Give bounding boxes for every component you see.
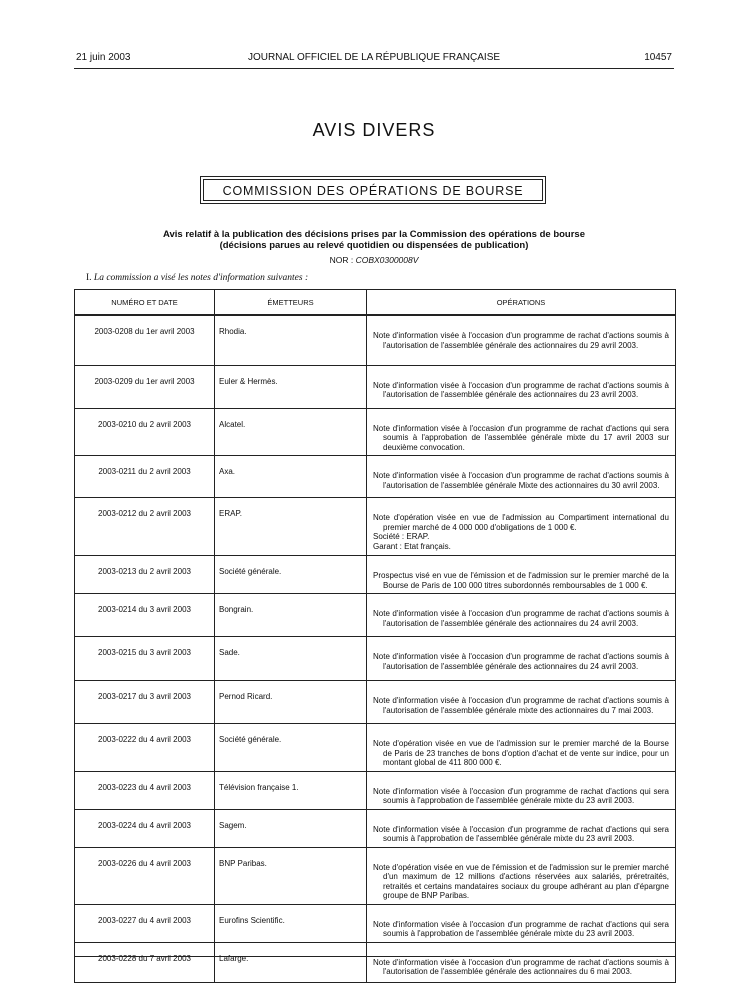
operations-table xyxy=(74,289,676,983)
row-operation xyxy=(367,594,676,637)
table-bottom-rule xyxy=(74,956,675,957)
row-operation-text: Note d'information visée à l'occasion d'un programme de rachat d'actions soumis à l'autorisation de l'assemblée générale mixte des actionnaires du 7 mai 2003. xyxy=(373,696,669,715)
nor-reference xyxy=(0,255,748,265)
row-operation-text: Note d'information visée à l'occasion d'un programme de rachat d'actions qui sera soumis à l'approbation de l'assemblée générale mixte du 23 avril 2003. xyxy=(373,824,669,843)
column-header-operations: OPÉRATIONS xyxy=(367,290,676,316)
table-row xyxy=(75,408,676,456)
row-operation xyxy=(367,809,676,847)
row-operation xyxy=(367,724,676,772)
table-row xyxy=(75,365,676,408)
row-operation-text: Note d'opération visée en vue de l'admission sur le premier marché de la Bourse de Paris de 23 tranches de bons d'option d'achat et de vente sur indice, pour un montant global de 411 800 000 €. xyxy=(373,739,669,767)
commission-box xyxy=(200,176,546,204)
commission-title: COMMISSION DES OPÉRATIONS DE BOURSE xyxy=(203,179,543,201)
table-row xyxy=(75,942,676,982)
row-number-date: 2003-0213 du 2 avril 2003 xyxy=(75,556,215,594)
row-number-date: 2003-0222 du 4 avril 2003 xyxy=(75,724,215,772)
row-issuer: BNP Paribas. xyxy=(215,847,367,904)
row-operation-text: Note d'information visée à l'occasion d'un programme de rachat d'actions soumis à l'autorisation de l'assemblée générale des actionnaires du 23 avril 2003. xyxy=(373,380,669,399)
row-issuer: Société générale. xyxy=(215,724,367,772)
row-number-date: 2003-0223 du 4 avril 2003 xyxy=(75,771,215,809)
column-header-issuers: ÉMETTEURS xyxy=(215,290,367,316)
row-number-date: 2003-0212 du 2 avril 2003 xyxy=(75,498,215,556)
row-operation-text: Note d'information visée à l'occasion d'un programme de rachat d'actions soumis à l'autorisation de l'assemblée générale des actionnaires du 24 avril 2003. xyxy=(373,609,669,628)
row-number-date: 2003-0210 du 2 avril 2003 xyxy=(75,408,215,456)
column-header-number-date: NUMÉRO ET DATE xyxy=(75,290,215,316)
row-number-date: 2003-0224 du 4 avril 2003 xyxy=(75,809,215,847)
row-operation-text: Prospectus visé en vue de l'émission et de l'admission sur le premier marché de la Bourse de Paris de 100 000 titres subordonnés remboursables de 1 000 €. xyxy=(373,571,669,590)
table-row xyxy=(75,594,676,637)
row-issuer: Rhodia. xyxy=(215,315,367,365)
row-operation xyxy=(367,456,676,498)
intro-text: La commission a visé les notes d'information suivantes : xyxy=(93,273,309,283)
row-number-date: 2003-0209 du 1er avril 2003 xyxy=(75,365,215,408)
row-operation xyxy=(367,681,676,724)
table-row xyxy=(75,904,676,942)
table-row xyxy=(75,456,676,498)
row-number-date: 2003-0228 du 7 avril 2003 xyxy=(75,942,215,982)
row-number-date: 2003-0208 du 1er avril 2003 xyxy=(75,315,215,365)
row-operation-text: Note d'information visée à l'occasion d'un programme de rachat d'actions soumis à l'autorisation de l'assemblée générale des actionnaires du 6 mai 2003. xyxy=(373,957,669,976)
table-row xyxy=(75,847,676,904)
nor-value: COBX0300008V xyxy=(355,255,419,265)
table-row xyxy=(75,724,676,772)
avis-line-2: (décisions parues au relevé quotidien ou dispensées de publication) xyxy=(219,240,529,251)
nor-label: NOR : xyxy=(329,255,354,265)
row-operation xyxy=(367,771,676,809)
avis-line-1: Avis relatif à la publication des décisions prises par la Commission des opérations de bourse xyxy=(163,229,585,240)
row-operation-text: Note d'information visée à l'occasion d'un programme de rachat d'actions soumis à l'autorisation de l'assemblée générale des actionnaires du 29 avril 2003. xyxy=(373,331,669,350)
table-row xyxy=(75,809,676,847)
row-number-date: 2003-0215 du 3 avril 2003 xyxy=(75,637,215,681)
row-issuer: Lafarge. xyxy=(215,942,367,982)
row-issuer: Pernod Ricard. xyxy=(215,681,367,724)
table-row xyxy=(75,315,676,365)
row-operation-text: Note d'information visée à l'occasion d'un programme de rachat d'actions soumis à l'autorisation de l'assemblée générale Mixte des actionnaires du 30 avril 2003. xyxy=(373,471,669,490)
header-date: 21 juin 2003 xyxy=(76,52,131,63)
table-row xyxy=(75,637,676,681)
row-issuer: Alcatel. xyxy=(215,408,367,456)
row-operation xyxy=(367,365,676,408)
row-issuer: Bongrain. xyxy=(215,594,367,637)
row-operation xyxy=(367,315,676,365)
row-operation-text: Note d'opération visée en vue de l'émission et de l'admission sur le premier marché d'un maximum de 12 millions d'actions réservées aux salariés, préretraités, retraités et certains mandataires sociaux du groupe adhérant au plan d'épargne groupe de BNP Paribas. xyxy=(373,862,669,900)
row-number-date: 2003-0217 du 3 avril 2003 xyxy=(75,681,215,724)
row-operation-text: Note d'information visée à l'occasion d'un programme de rachat d'actions qui sera soumis à l'approbation de l'assemblée générale mixte du 23 avril 2003. xyxy=(373,786,669,805)
page-header xyxy=(0,52,748,66)
row-operation xyxy=(367,904,676,942)
row-issuer: Euler & Hermès. xyxy=(215,365,367,408)
table-header-row xyxy=(75,290,676,316)
row-issuer: Eurofins Scientific. xyxy=(215,904,367,942)
row-issuer: Société générale. xyxy=(215,556,367,594)
intro-number: I. xyxy=(86,273,92,283)
header-journal-title: JOURNAL OFFICIEL DE LA RÉPUBLIQUE FRANÇAISE xyxy=(247,52,501,63)
row-operation xyxy=(367,408,676,456)
row-operation-detail: Société : ERAP. xyxy=(373,532,430,541)
row-operation xyxy=(367,847,676,904)
row-issuer: Télévision française 1. xyxy=(215,771,367,809)
row-issuer: Sagem. xyxy=(215,809,367,847)
row-operation-text: Note d'opération visée en vue de l'admission au Compartiment international du premier marché de 4 000 000 d'obligations de 1 000 €. xyxy=(373,513,669,532)
section-title: AVIS DIVERS xyxy=(312,120,436,140)
avis-heading xyxy=(0,229,748,251)
row-number-date: 2003-0214 du 3 avril 2003 xyxy=(75,594,215,637)
row-number-date: 2003-0226 du 4 avril 2003 xyxy=(75,847,215,904)
row-operation-detail: Garant : Etat français. xyxy=(373,541,451,551)
row-operation-text: Note d'information visée à l'occasion d'un programme de rachat d'actions soumis à l'autorisation de l'assemblée générale des actionnaires du 24 avril 2003. xyxy=(373,652,669,671)
row-number-date: 2003-0227 du 4 avril 2003 xyxy=(75,904,215,942)
header-rule xyxy=(74,68,674,69)
table-body xyxy=(75,315,676,982)
row-operation xyxy=(367,637,676,681)
intro-paragraph xyxy=(86,273,308,283)
table-row xyxy=(75,556,676,594)
table-row xyxy=(75,681,676,724)
row-operation-text: Note d'information visée à l'occasion d'un programme de rachat d'actions qui sera soumis à l'approbation de l'assemblée générale mixte du 17 avril 2003 sur deuxième convocation. xyxy=(373,423,669,452)
row-issuer: ERAP. xyxy=(215,498,367,556)
header-page-number: 10457 xyxy=(644,52,672,63)
row-operation xyxy=(367,942,676,982)
row-number-date: 2003-0211 du 2 avril 2003 xyxy=(75,456,215,498)
row-operation-text: Note d'information visée à l'occasion d'un programme de rachat d'actions qui sera soumis à l'approbation de l'assemblée générale mixte du 23 avril 2003. xyxy=(373,919,669,938)
row-issuer: Axa. xyxy=(215,456,367,498)
row-issuer: Sade. xyxy=(215,637,367,681)
row-operation xyxy=(367,498,676,556)
table-row xyxy=(75,498,676,556)
table-row xyxy=(75,771,676,809)
row-operation xyxy=(367,556,676,594)
